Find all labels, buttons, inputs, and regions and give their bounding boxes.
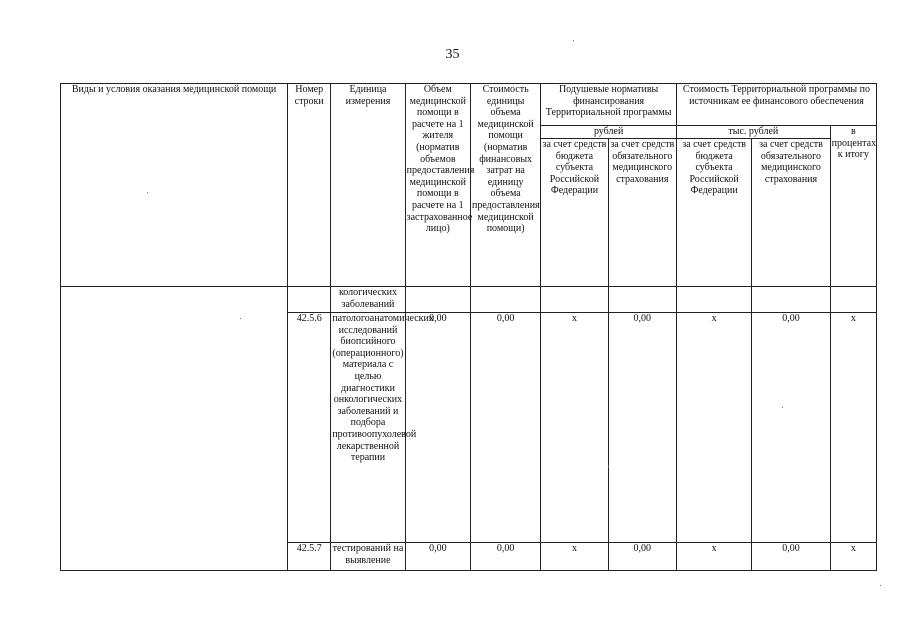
row-tc-oms	[752, 287, 830, 313]
header-pc-budget: за счет средств бюджета субъекта Российской Федерации	[541, 139, 608, 287]
header-per-capita-unit: рублей	[541, 126, 677, 139]
row-number: 42.5.7	[288, 543, 331, 571]
row-percent	[830, 287, 876, 313]
row-pc-oms	[608, 287, 676, 313]
page-number: 35	[445, 47, 460, 62]
row-tc-budget: х	[676, 313, 751, 543]
header-row-number: Номер строки	[288, 84, 331, 287]
row-volume	[405, 287, 470, 313]
row-unit: тестирований на выявление	[331, 543, 405, 571]
row-unit: патологоанатомических исследований биопсийного (операционного) материала с целью диагностики онкологических заболеваний и подбора противоопухолевой лекарственной терапии	[331, 313, 405, 543]
row-pc-oms: 0,00	[608, 543, 676, 571]
scan-speck	[240, 318, 241, 319]
row-volume: 0,00	[405, 313, 470, 543]
header-total-cost: Стоимость Территориальной программы по источникам ее финансового обеспечения	[676, 84, 876, 126]
header-kind: Виды и условия оказания медицинской помощи	[61, 84, 288, 287]
row-unit: кологических заболеваний	[331, 287, 405, 313]
header-tc-budget: за счет средств бюджета субъекта Российской Федерации	[676, 139, 751, 287]
header-volume: Объем медицинской помощи в расчете на 1 жителя (норматив объемов предоставления медицинской помощи в расчете на 1 застрахованное лицо)	[405, 84, 470, 287]
scan-speck	[608, 466, 609, 467]
row-pc-budget: х	[541, 543, 608, 571]
header-cost: Стоимость единицы объема медицинской помощи (норматив финансовых затрат на единицу объема предоставления медицинской помощи)	[470, 84, 540, 287]
scan-speck	[573, 40, 574, 41]
row-pc-oms: 0,00	[608, 313, 676, 543]
row-cost: 0,00	[470, 543, 540, 571]
medical-care-table	[60, 83, 877, 571]
row-cost	[470, 287, 540, 313]
table-row	[61, 287, 877, 313]
scan-speck	[880, 585, 881, 586]
row-volume: 0,00	[405, 543, 470, 571]
header-per-capita: Подушевые нормативы финансирования Территориальной программы	[541, 84, 677, 126]
header-total-cost-unit: тыс. рублей	[676, 126, 830, 139]
scan-speck	[782, 407, 783, 408]
header-unit: Единица измерения	[331, 84, 405, 287]
row-tc-budget	[676, 287, 751, 313]
row-tc-oms: 0,00	[752, 543, 830, 571]
row-number: 42.5.6	[288, 313, 331, 543]
row-percent: х	[830, 313, 876, 543]
row-cost: 0,00	[470, 313, 540, 543]
header-pc-oms: за счет средств обязательного медицинского страхования	[608, 139, 676, 287]
row-percent: х	[830, 543, 876, 571]
scan-speck	[147, 192, 148, 193]
row-number	[288, 287, 331, 313]
row-tc-budget: х	[676, 543, 751, 571]
header-tc-oms: за счет средств обязательного медицинского страхования	[752, 139, 830, 287]
header-percent: в процентах к итогу	[830, 126, 876, 287]
row-pc-budget: х	[541, 313, 608, 543]
row-tc-oms: 0,00	[752, 313, 830, 543]
row-kind-cell	[61, 287, 288, 571]
row-pc-budget	[541, 287, 608, 313]
